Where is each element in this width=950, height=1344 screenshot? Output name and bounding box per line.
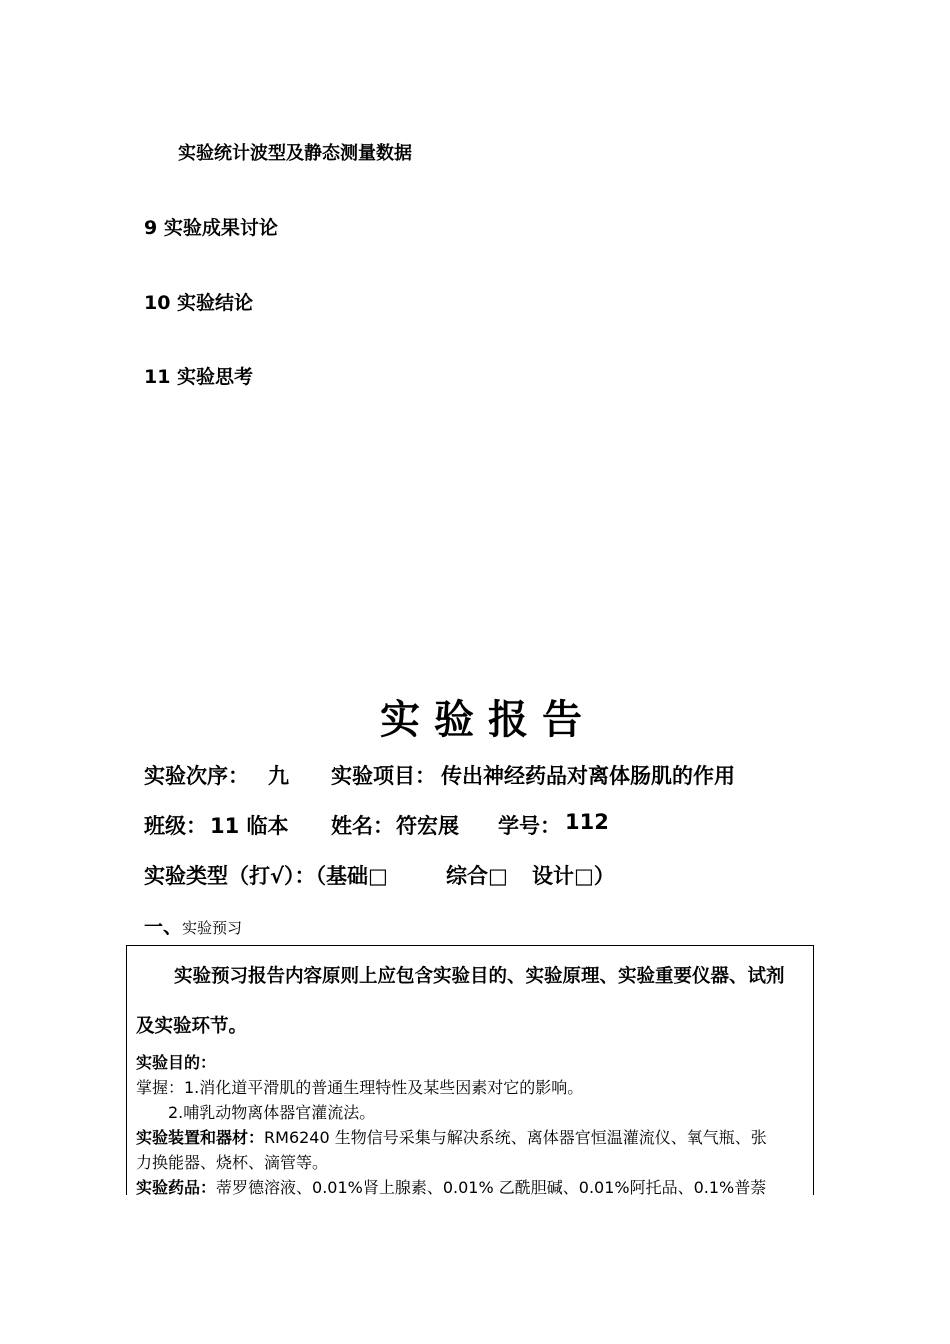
equipment-line-2: 力换能器、烧杯、滴管等。 (136, 1153, 329, 1172)
drugs-line (136, 1175, 766, 1195)
class-label: 班级： (144, 814, 207, 838)
purpose-item-2: 2.哺乳动物离体器官灌流法。 (168, 1103, 376, 1122)
experiment-type-basic: 实验类型（打√）：（基础□ (144, 864, 388, 888)
preview-intro-line-1: 实验预习报告内容原则上应包含实验目的、实验原理、实验重要仪器、试剂 (174, 966, 785, 987)
drugs-text: 蒂罗德溶液、0.01%肾上腺素、0.01% 乙酰胆碱、0.01%阿托品、0.1%普萘 (216, 1178, 767, 1195)
student-id-label: 学号： (498, 814, 561, 838)
section-waveform-data: 实验统计波型及静态测量数据 (178, 143, 412, 164)
purpose-item-1: 掌握：1.消化道平滑肌的普通生理特性及某些因素对它的影响。 (136, 1078, 584, 1097)
experiment-type-design: 设计□） (532, 864, 615, 888)
student-id-value: 112 (565, 810, 609, 834)
preview-content-box (126, 945, 814, 1195)
section-9-heading: 9 实验成果讨论 (144, 217, 278, 239)
section-10-heading: 10 实验结论 (144, 292, 254, 314)
experiment-type-comprehensive: 综合□ (446, 864, 508, 888)
preview-intro-line-2: 及实验环节。 (136, 1016, 248, 1037)
experiment-project-label: 实验项目： (331, 764, 436, 788)
class-value: 11 临本 (210, 814, 289, 838)
purpose-label: 实验目的： (136, 1053, 217, 1072)
experiment-order-value: 九 (268, 764, 289, 788)
name-label: 姓名： (331, 814, 394, 838)
experiment-project-value: 传出神经药品对离体肠肌的作用 (441, 764, 735, 788)
name-value: 符宏展 (396, 814, 459, 838)
section-11-heading: 11 实验思考 (144, 366, 254, 388)
drugs-label: 实验药品： (136, 1178, 217, 1195)
preview-section-number: 一、 (144, 916, 183, 938)
equipment-label: 实验装置和器材： (136, 1128, 265, 1147)
equipment-text: RM6240 生物信号采集与解决系统、离体器官恒温灌流仪、氧气瓶、张 (264, 1128, 767, 1147)
report-title: 实验报告 (380, 697, 596, 743)
preview-section-title: 实验预习 (182, 919, 243, 937)
experiment-order-label: 实验次序： (144, 764, 249, 788)
equipment-line-1 (136, 1125, 767, 1148)
preview-section-heading (144, 912, 242, 939)
